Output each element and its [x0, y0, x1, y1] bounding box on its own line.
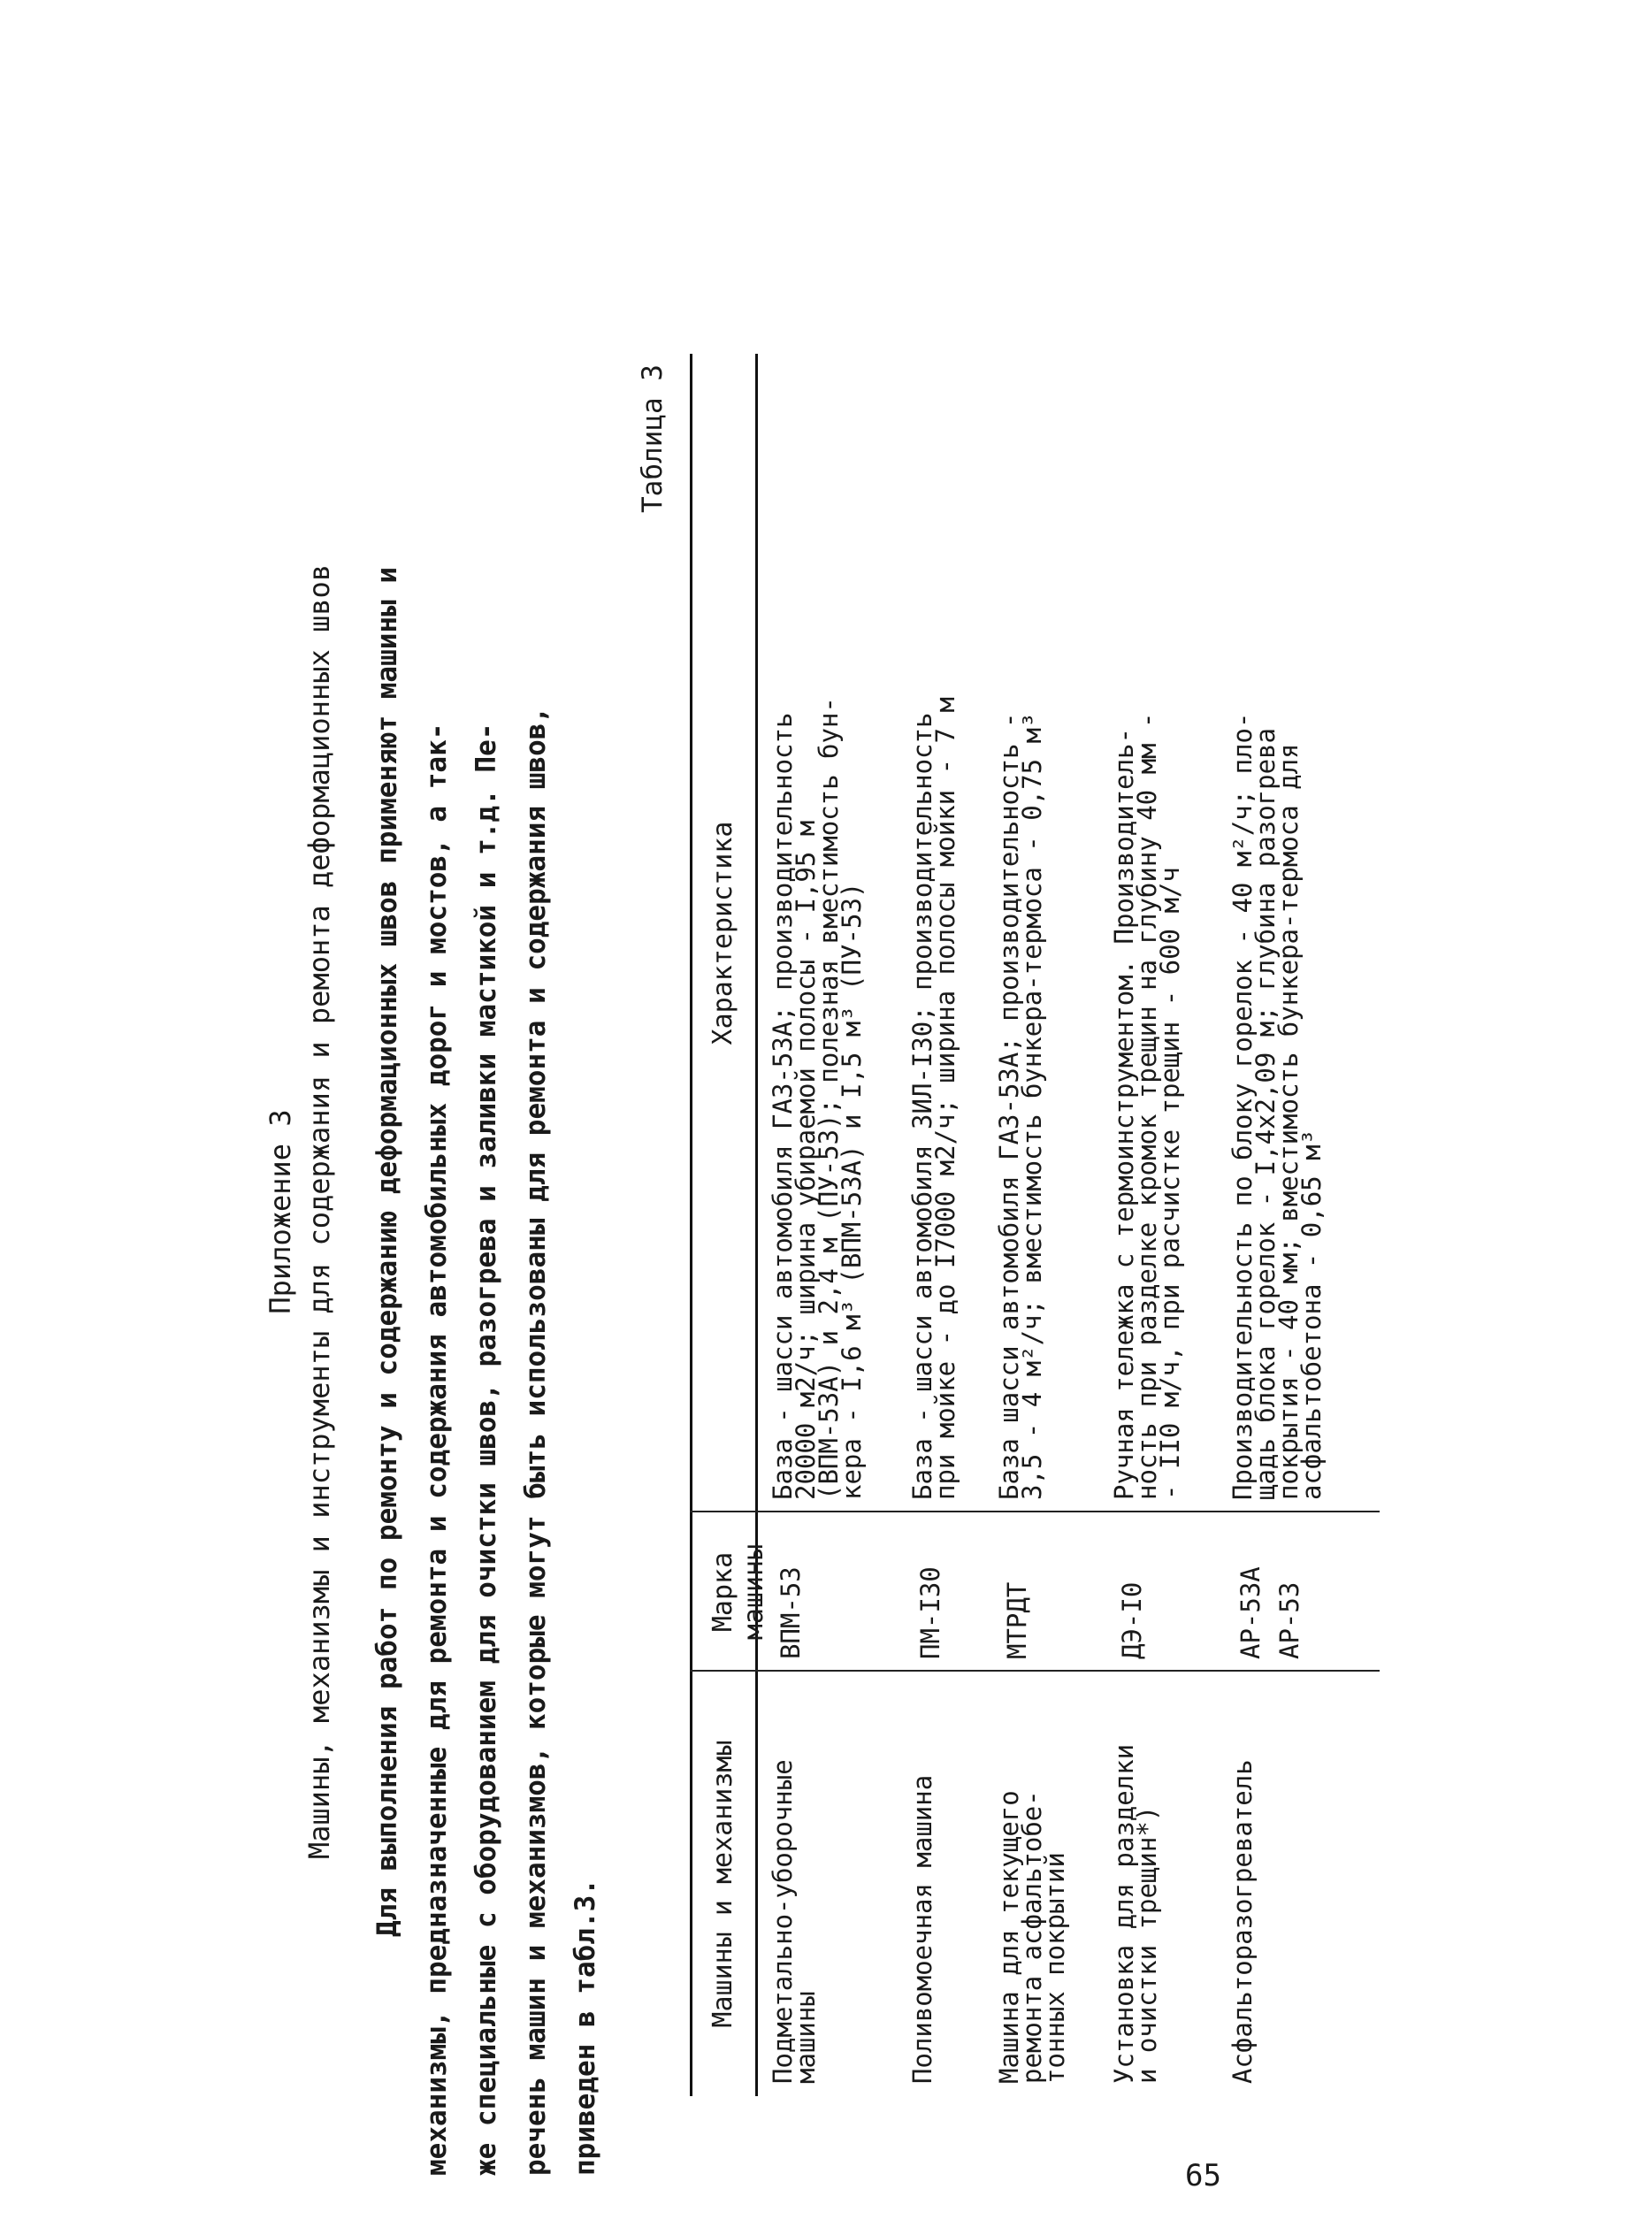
- cell-text: щадь блока горелок - I,4х2,09 м; глубина разогрева: [1250, 728, 1281, 1500]
- cell-text: База шасси автомобиля ГАЗ-53А; производительность -: [994, 712, 1024, 1500]
- cell-text: ность при разделке кромок трещин на глубину 40 мм -: [1132, 712, 1162, 1500]
- brand-cell: [998, 1518, 1036, 1659]
- characteristics-cell: [1109, 359, 1185, 1500]
- cell-text: - II0 м/ч, при расчистке трещин - 600 м/ч: [1155, 867, 1185, 1500]
- characteristics-cell: [768, 359, 867, 1500]
- cell-text: 20000 м2/ч; ширина убираемой полосы - I,95 м: [791, 820, 821, 1500]
- paragraph-line: механизмы, предназначенные для ремонта и содержания автомобильных дорог и мостов, а так-: [421, 723, 453, 2176]
- page-heading: Машины, механизмы и инструменты для содержания и ремонта деформационных швов: [302, 563, 336, 1860]
- appendix-label: Приложение 3: [264, 1109, 297, 1314]
- cell-text: ПМ-I30: [915, 1566, 945, 1659]
- paragraph-line: приведен в табл.3.: [570, 1879, 601, 2176]
- cell-text: ВПМ-53: [776, 1566, 806, 1659]
- cell-text: МТРДТ: [1002, 1581, 1032, 1659]
- machine-name-cell: [768, 1677, 821, 2084]
- machine-name-cell: [907, 1677, 937, 2084]
- cell-text: Ручная тележка с термоинструментом. Производитель-: [1109, 728, 1139, 1500]
- cell-text: покрытия - 40 мм; вместимость бункера-термоса для: [1273, 743, 1304, 1500]
- header-brand: Марка машины: [707, 1543, 769, 1641]
- characteristics-cell: [994, 359, 1047, 1500]
- paragraph-line: речень машин и механизмов, которые могут быть использованы для ремонта и содержания швов,: [520, 706, 552, 2176]
- cell-text: ремонта асфальтобе-: [1017, 1790, 1047, 2084]
- cell-text: и очистки трещин*): [1132, 1805, 1162, 2084]
- characteristics-cell: [1228, 359, 1327, 1500]
- cell-text: База - шасси автомобиля ГАЗ-53А; производительность: [768, 712, 798, 1500]
- column-divider: [690, 1511, 1380, 1512]
- cell-text: машины: [791, 1991, 821, 2084]
- cell-text: Установка для разделки: [1109, 1743, 1139, 2084]
- brand-cell: [771, 1518, 810, 1659]
- table-top-rule: [690, 354, 692, 2096]
- cell-text: Машина для текущего: [994, 1790, 1024, 2084]
- header-machines: Машины и механизмы: [707, 1740, 738, 2028]
- paragraph-line: же специальные с оборудованием для очистки швов, разогрева и заливки мастикой и т.д. Пе-: [470, 723, 502, 2176]
- cell-text: База - шасси автомобиля ЗИЛ-I30; производительность: [907, 712, 937, 1500]
- cell-text: Асфальторазогреватель: [1228, 1759, 1258, 2084]
- cell-text: АР-53: [1274, 1581, 1304, 1659]
- cell-text: тонных покрытий: [1040, 1852, 1070, 2084]
- cell-text: Производительность по блоку горелок - 40 м²/ч; пло-: [1228, 712, 1258, 1500]
- table-header-rule: [755, 354, 758, 2096]
- cell-text: кера - I,6 м³ (ВПМ-53А) и I,5 м³ (ПУ-53): [837, 882, 867, 1500]
- brand-cell: [1113, 1518, 1151, 1659]
- brand-cell: [1231, 1518, 1309, 1659]
- page-number: 65: [1185, 2158, 1221, 2193]
- cell-text: АР-53А: [1235, 1566, 1266, 1659]
- column-divider: [690, 1670, 1380, 1672]
- cell-text: 3,5 - 4 м²/ч; вместимость бункера-термоса - 0,75 м³: [1017, 712, 1047, 1500]
- cell-text: Подметально-уборочные: [768, 1759, 798, 2084]
- table-caption: Таблица 3: [637, 364, 669, 513]
- header-characteristics: Характеристика: [707, 821, 738, 1045]
- cell-text: при мойке - до I7000 м2/ч; ширина полосы мойки - 7 м: [930, 697, 960, 1500]
- machine-name-cell: [1228, 1677, 1258, 2084]
- cell-text: (ВПМ-53А) и 2,4 м (ПУ-53); полезная вместимость бун-: [814, 697, 844, 1500]
- brand-cell: [911, 1518, 950, 1659]
- characteristics-cell: [907, 359, 960, 1500]
- cell-text: асфальтобетона - 0,65 м³: [1296, 1129, 1327, 1500]
- paragraph-line: Для выполнения работ по ремонту и содержанию деформационных швов применяют машины и: [371, 566, 403, 1937]
- machine-name-cell: [994, 1677, 1070, 2084]
- machine-name-cell: [1109, 1677, 1162, 2084]
- rotated-page-content: [248, 248, 1327, 2176]
- cell-text: Поливомоечная машина: [907, 1774, 937, 2084]
- cell-text: ДЭ-I0: [1117, 1581, 1147, 1659]
